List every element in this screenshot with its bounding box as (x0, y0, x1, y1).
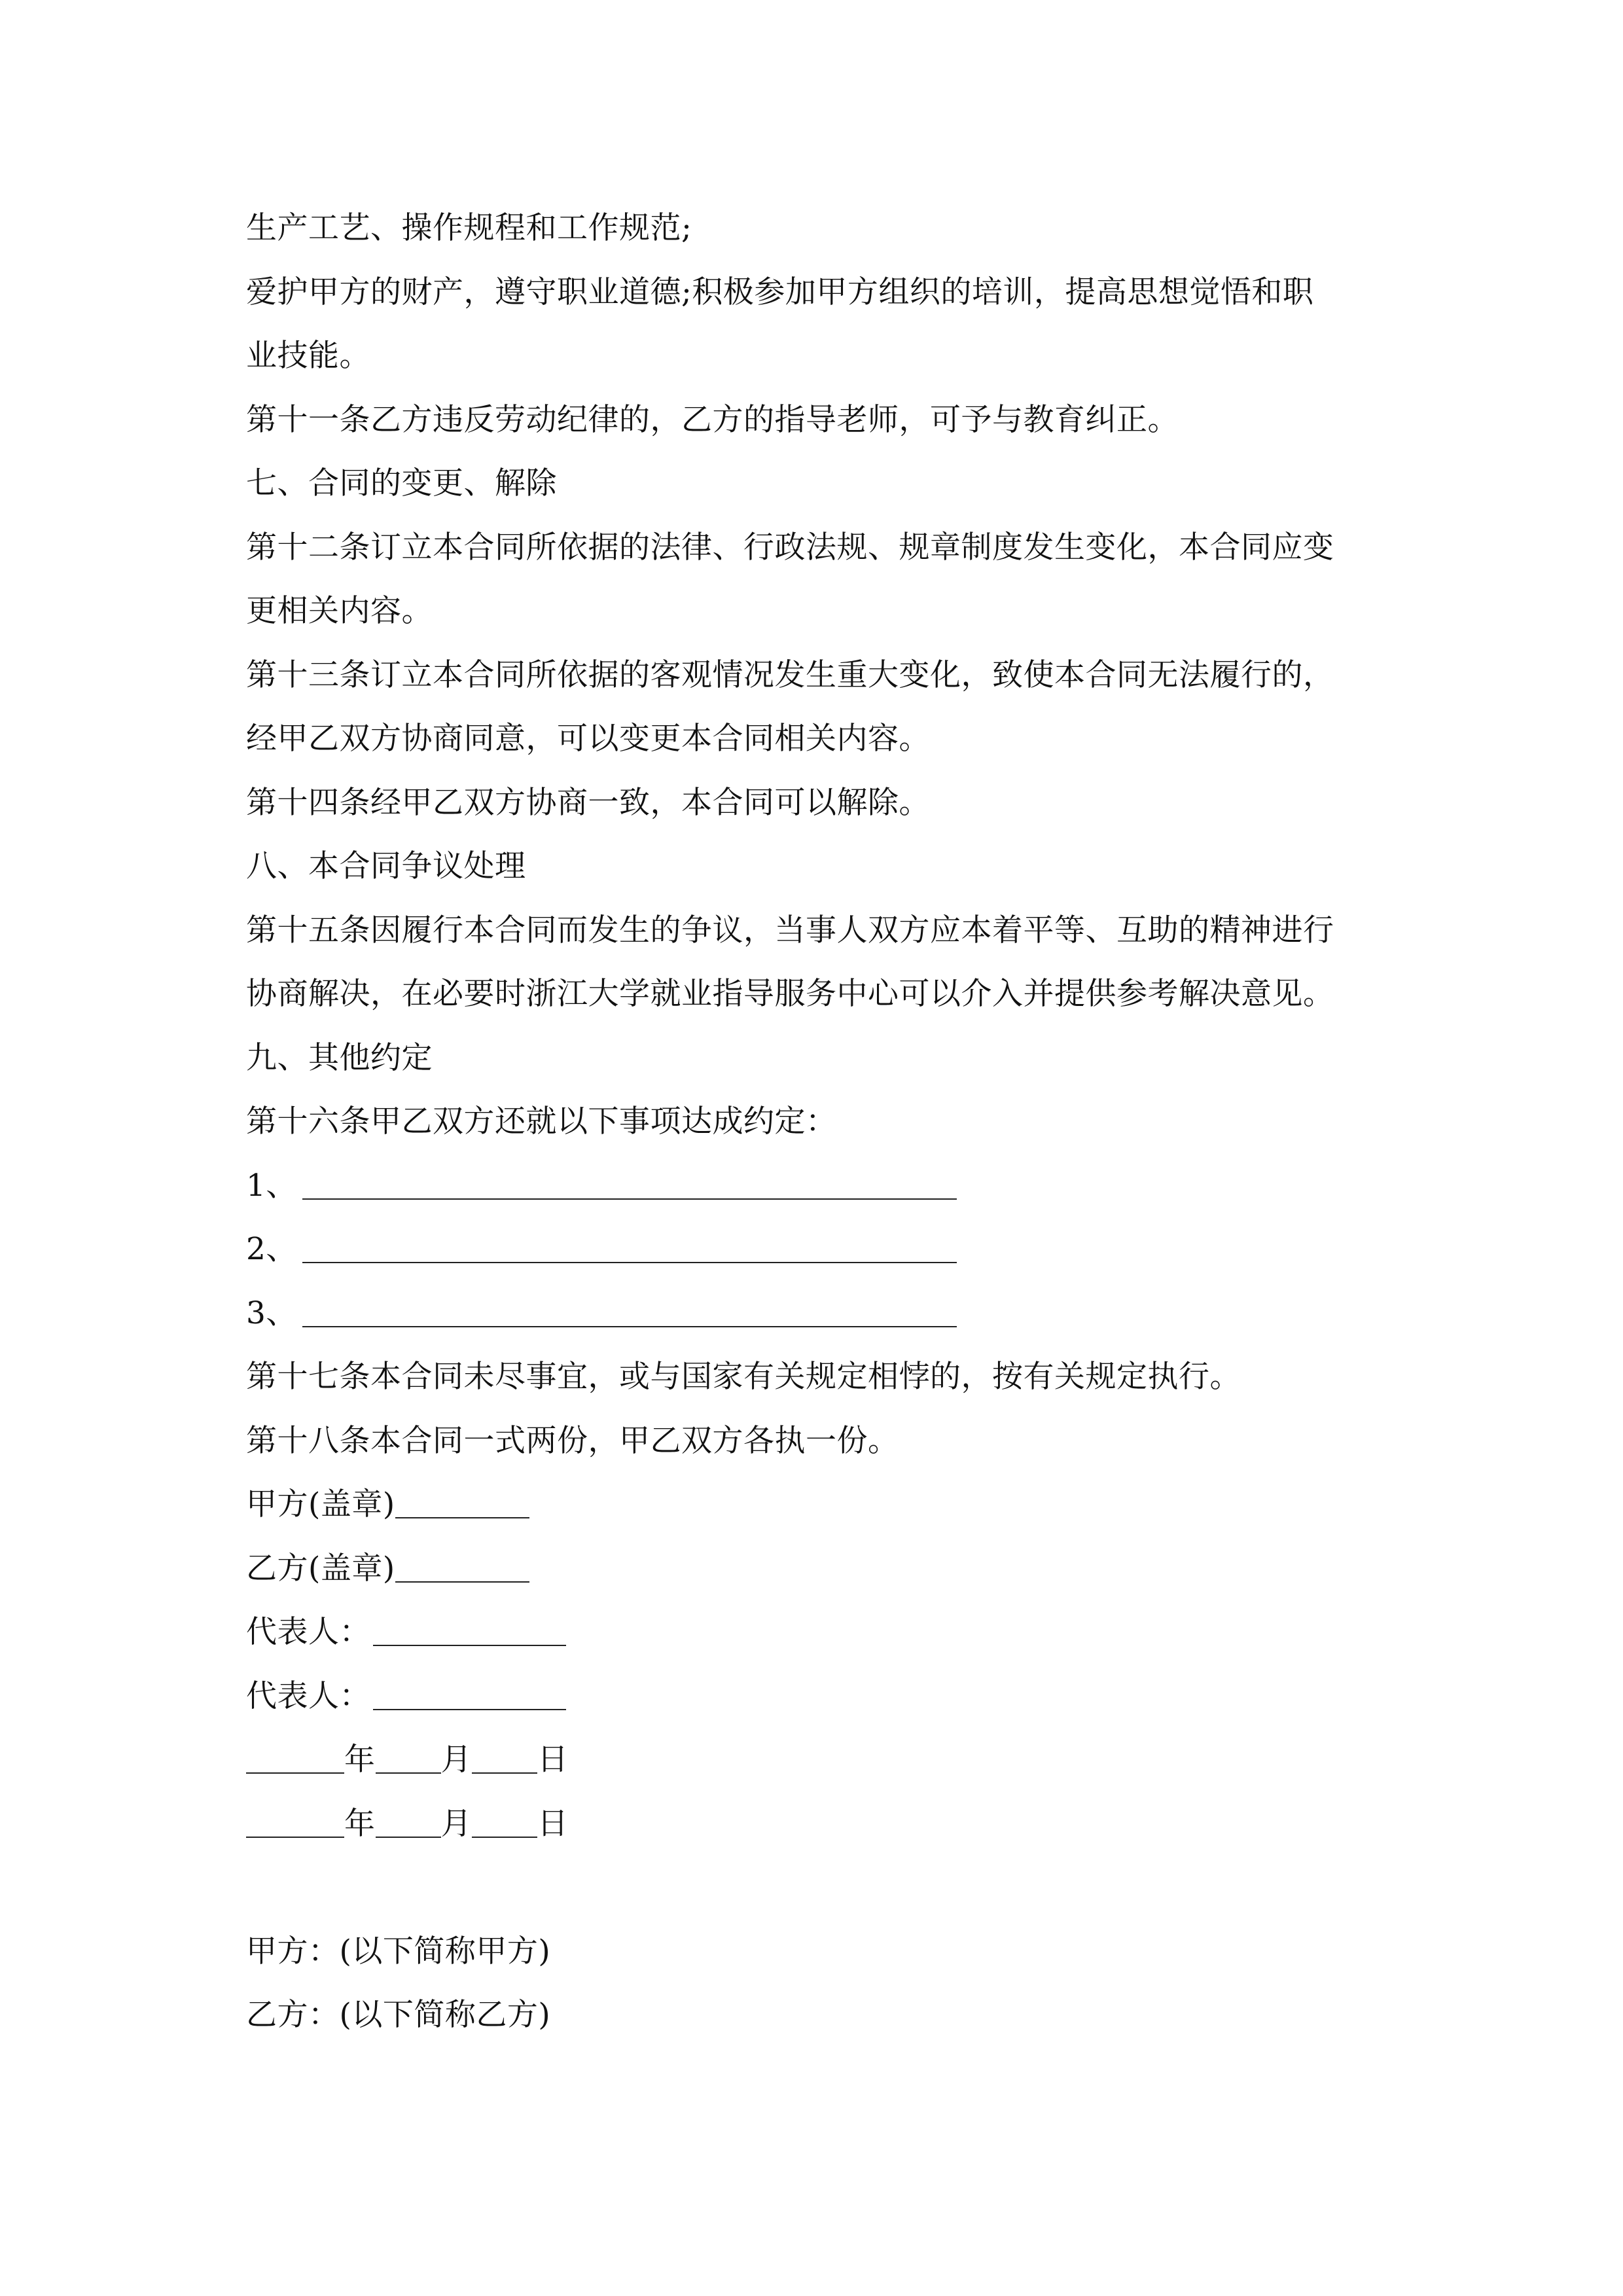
party-a-seal-line (246, 1473, 1398, 1537)
agreement-item-2 (246, 1217, 1398, 1282)
day-label: 日 (537, 1742, 569, 1778)
party-a-header: 甲方：(以下简称甲方) (246, 1933, 551, 1969)
clause-12: 第十二条订立本合同所依据的法律、行政法规、规章制度发生变化，本合同应变 (246, 529, 1334, 565)
text-line: 更相关内容。 (246, 593, 433, 629)
month-blank[interactable] (376, 1806, 441, 1838)
item-number: 3、 (246, 1295, 297, 1331)
agreement-item-1 (246, 1154, 1398, 1218)
year-label: 年 (344, 1805, 376, 1842)
month-label: 月 (440, 1742, 472, 1778)
year-blank[interactable] (246, 1806, 344, 1838)
party-a-seal-blank[interactable] (395, 1487, 529, 1518)
clause-15: 第十五条因履行本合同而发生的争议，当事人双方应本着平等、互助的精神进行 (246, 912, 1334, 948)
day-label: 日 (537, 1805, 569, 1842)
fill-in-blank[interactable] (302, 1168, 957, 1200)
clause-11: 第十一条乙方违反劳动纪律的，乙方的指导老师，可予与教育纠正。 (246, 401, 1179, 438)
party-b-seal-line (246, 1537, 1398, 1601)
fill-in-blank[interactable] (302, 1296, 957, 1327)
fill-in-blank[interactable] (302, 1232, 957, 1263)
clause-13: 第十三条订立本合同所依据的客观情况发生重大变化，致使本合同无法履行的， (246, 656, 1334, 693)
representative-label: 代表人： (246, 1677, 370, 1714)
year-blank[interactable] (246, 1742, 344, 1774)
item-number: 2、 (246, 1231, 297, 1267)
text-line: 协商解决，在必要时浙江大学就业指导服务中心可以介入并提供参考解决意见。 (246, 976, 1334, 1012)
text-line: 生产工艺、操作规程和工作规范; (246, 210, 692, 246)
year-label: 年 (344, 1742, 376, 1778)
day-blank[interactable] (472, 1806, 537, 1838)
clause-16: 第十六条甲乙双方还就以下事项达成约定： (246, 1103, 837, 1139)
clause-14: 第十四条经甲乙双方协商一致，本合同可以解除。 (246, 784, 930, 821)
clause-17: 第十七条本合同未尽事宜，或与国家有关规定相悖的，按有关规定执行。 (246, 1359, 1241, 1395)
document-body (246, 196, 1398, 2047)
blank-spacer (246, 1856, 1398, 1920)
party-b-seal-label: 乙方(盖章) (246, 1550, 395, 1587)
representative-line-1 (246, 1600, 1398, 1664)
day-blank[interactable] (472, 1742, 537, 1774)
text-line: 经甲乙双方协商同意，可以变更本合同相关内容。 (246, 721, 930, 757)
party-b-header: 乙方：(以下简称乙方) (246, 1997, 551, 2033)
date-line-2 (246, 1792, 1398, 1856)
text-line: 业技能。 (246, 338, 370, 374)
representative-blank[interactable] (373, 1679, 566, 1710)
section-heading-7: 七、合同的变更、解除 (246, 465, 557, 501)
item-number: 1、 (246, 1167, 297, 1204)
date-line-1 (246, 1728, 1398, 1792)
section-heading-9: 九、其他约定 (246, 1039, 433, 1076)
representative-blank[interactable] (373, 1615, 566, 1646)
party-b-seal-blank[interactable] (395, 1551, 529, 1583)
representative-label: 代表人： (246, 1614, 370, 1650)
text-line: 爱护甲方的财产，遵守职业道德;积极参加甲方组织的培训，提高思想觉悟和职 (246, 274, 1314, 310)
section-heading-8: 八、本合同争议处理 (246, 848, 526, 884)
month-label: 月 (440, 1805, 472, 1842)
clause-18: 第十八条本合同一式两份，甲乙双方各执一份。 (246, 1422, 899, 1459)
month-blank[interactable] (376, 1742, 441, 1774)
representative-line-2 (246, 1664, 1398, 1729)
agreement-item-3 (246, 1282, 1398, 1346)
party-a-seal-label: 甲方(盖章) (246, 1486, 395, 1522)
